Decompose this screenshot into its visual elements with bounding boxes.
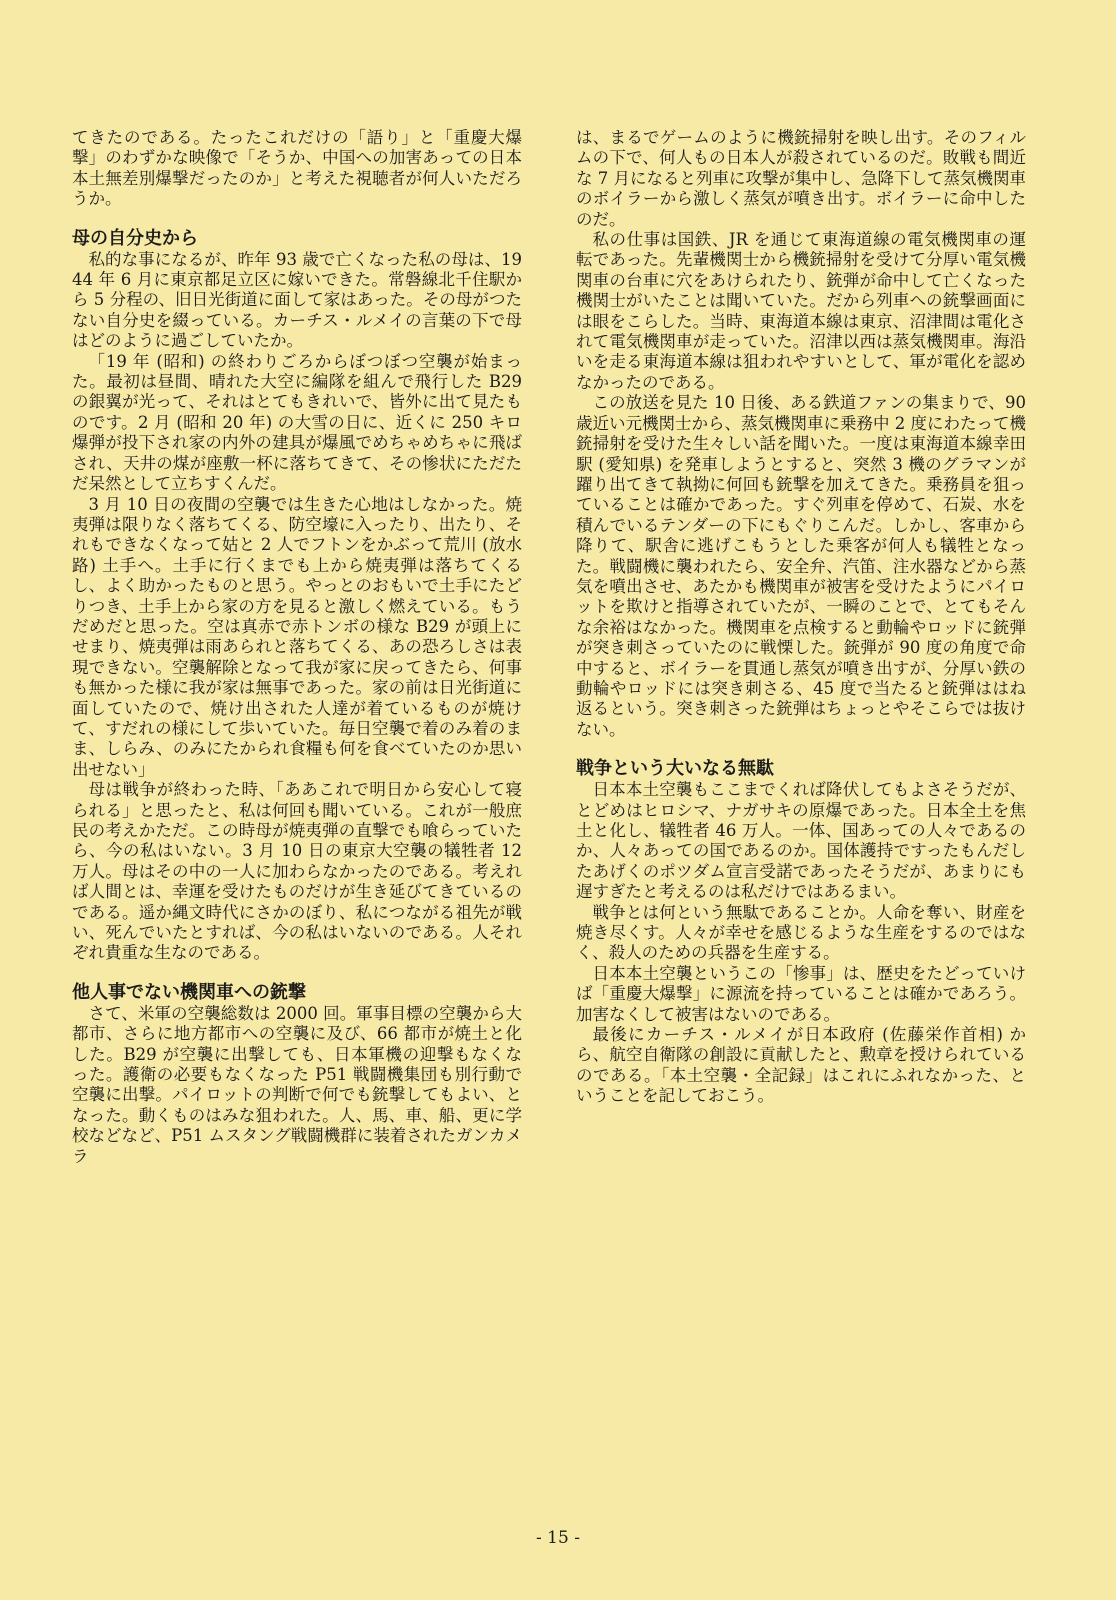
paragraph: てきたのである。たったこれだけの「語り」と「重慶大爆撃」のわずかな映像で「そうか、中国への加害あっての日本本土無差別爆撃だったのか」と考えた視聴者が何人いただろうか。 bbox=[72, 128, 522, 209]
section-heading: 他人事でない機関車への銃撃 bbox=[72, 981, 306, 1003]
paragraph: は、まるでゲームのように機銃掃射を映し出す。そのフィルムの下で、何人もの日本人が殺されているのだ。敗戦も間近な 7 月になると列車に攻撃が集中し、急降下して蒸気機関車のボイラーから激しく蒸気が噴き出す。ボイラーに命中したのだ。 bbox=[576, 128, 1026, 229]
section-heading: 母の自分史から bbox=[72, 227, 198, 249]
paragraph: 最後にカーチス・ルメイが日本政府 (佐藤栄作首相) から、航空自衛隊の創設に貢献したと、勲章を授けられているのである。「本土空襲・全記録」はこれにふれなかった、ということを記しておこう。 bbox=[576, 1025, 1026, 1106]
right-column bbox=[576, 128, 1026, 1107]
paragraph: 3 月 10 日の夜間の空襲では生きた心地はしなかった。焼夷弾は限りなく落ちてくる、防空壕に入ったり、出たり、それもできなくなって姑と 2 人でフトンをかぶって荒川 (放水路) 土手へ。土手に行くまでも上から焼夷弾は落ちてくるし、よく助かったものと思う。やっとのおもいで土手にたどりつき、土手上から家の方を見ると激しく燃えている。もうだめだと思った。空は真赤で赤トンボの様な B29 が頭上にせまり、焼夷弾は雨あられと落ちてくる、あの恐ろしさは表現できない。空襲解除となって我が家に戻ってきたら、何事も無かった様に我が家は無事であった。家の前は日光街道に面していたので、焼け出された人達が着ているものが焼けて、すだれの様にして歩いていた。毎日空襲で着のみ着のまま、しらみ、のみにたかられ食糧も何を食べていたのか思い出せない」 bbox=[72, 494, 522, 779]
section-heading: 戦争という大いなる無駄 bbox=[576, 758, 774, 780]
page-number: - 15 - bbox=[536, 1528, 580, 1548]
paragraph: 日本本土空襲というこの「惨事」は、歴史をたどっていけば「重慶大爆撃」に源流を持っていることは確かであろう。加害なくして被害はないのである。 bbox=[576, 963, 1026, 1024]
paragraph: さて、米軍の空襲総数は 2000 回。軍事目標の空襲から大都市、さらに地方都市への空襲に及び、66 都市が焼土と化した。B29 が空襲に出撃しても、日本軍機の迎撃もなくなった。護衛の必要もなくなった P51 戦闘機集団も別行動で空襲に出撃。パイロットの判断で何でも銃撃してもよい、となった。動くものはみな狙われた。人、馬、車、船、更に学校などなど、P51 ムスタング戦闘機群に装着されたガンカメラ bbox=[72, 1003, 522, 1166]
paragraph: 私的な事になるが、昨年 93 歳で亡くなった私の母は、1944 年 6 月に東京都足立区に嫁いできた。常磐線北千住駅から 5 分程の、旧日光街道に面して家はあった。その母がつたない自分史を綴っている。カーチス・ルメイの言葉の下で母はどのように過ごしていたか。 bbox=[72, 249, 522, 351]
paragraph: 戦争とは何という無駄であることか。人命を奪い、財産を焼き尽くす。人々が幸せを感じるような生産をするのではなく、殺人のための兵器を生産する。 bbox=[576, 902, 1026, 963]
paragraph: 「19 年 (昭和) の終わりごろからぼつぼつ空襲が始まった。最初は昼間、晴れた大空に編隊を組んで飛行した B29 の銀翼が光って、それはとてもきれいで、皆外に出て見たものです。2 月 (昭和 20 年) の大雪の日に、近くに 250 キロ爆弾が投下され家の内外の建具が爆風でめちゃめちゃに飛ばされ、天井の煤が座敷一杯に落ちてきて、その惨状にただただ呆然として立ちすくんだ。 bbox=[72, 351, 522, 494]
paragraph: この放送を見た 10 日後、ある鉄道ファンの集まりで、90 歳近い元機関士から、蒸気機関車に乗務中 2 度にわたって機銃掃射を受けた生々しい話を聞いた。一度は東海道本線幸田駅 (愛知県) を発車しようとすると、突然 3 機のグラマンが躍り出てきて執拗に何回も銃撃を加えてきた。乗務員を狙っていることは確かであった。すぐ列車を停めて、石炭、水を積んでいるテンダーの下にもぐりこんだ。しかし、客車から降りて、駅舎に逃げこもうとした乗客が何人も犠牲となった。戦闘機に襲われたら、安全弁、汽笛、注水器などから蒸気を噴出させ、あたかも機関車が被害を受けたようにパイロットを欺けと指導されていたが、一瞬のことで、とてもそんな余裕はなかった。機関車を点検すると動輪やロッドに銃弾が突き刺さっていたのに戦慄した。銃弾が 90 度の角度で命中すると、ボイラーを貫通し蒸気が噴き出すが、分厚い鉄の動輪やロッドには突き刺さる、45 度で当たると銃弾ははね返るという。突き刺さった銃弾はちょっとやそこらでは抜けない。 bbox=[576, 393, 1026, 739]
paragraph: 日本本土空襲もここまでくれば降伏してもよさそうだが、とどめはヒロシマ、ナガサキの原爆であった。日本全土を焦土と化し、犠牲者 46 万人。一体、国あっての人々であるのか、人々あっての国であるのか。国体護持ですったもんだしたあげくのポツダム宣言受諾であったそうだが、あまりにも遅すぎたと考えるのは私だけではあるまい。 bbox=[576, 780, 1026, 902]
left-column bbox=[72, 128, 522, 1167]
paragraph: 私の仕事は国鉄、JR を通じて東海道線の電気機関車の運転であった。先輩機関士から機銃掃射を受けて分厚い電気機関車の台車に穴をあけられたり、銃弾が命中して亡くなった機関士がいたことは聞いていた。だから列車への銃撃画面には眼をこらした。当時、東海道本線は東京、沼津間は電化されて電気機関車が走っていた。沼津以西は蒸気機関車。海沿いを走る東海道本線は狙われやすいとして、軍が電化を認めなかったのである。 bbox=[576, 230, 1026, 392]
paragraph: 母は戦争が終わった時、「ああこれで明日から安心して寝られる」と思ったと、私は何回も聞いている。これが一般庶民の考えかただ。この時母が焼夷弾の直撃でも喰らっていたら、今の私はいない。3 月 10 日の東京大空襲の犠牲者 12 万人。母はその中の一人に加わらなかったのである。考えれば人間とは、幸運を受けたものだけが生き延びてきているのである。遥か縄文時代にさかのぼり、私につながる祖先が戦い、死んでいたとすれば、今の私はいないのである。人それぞれ貴重な生なのである。 bbox=[72, 780, 522, 963]
